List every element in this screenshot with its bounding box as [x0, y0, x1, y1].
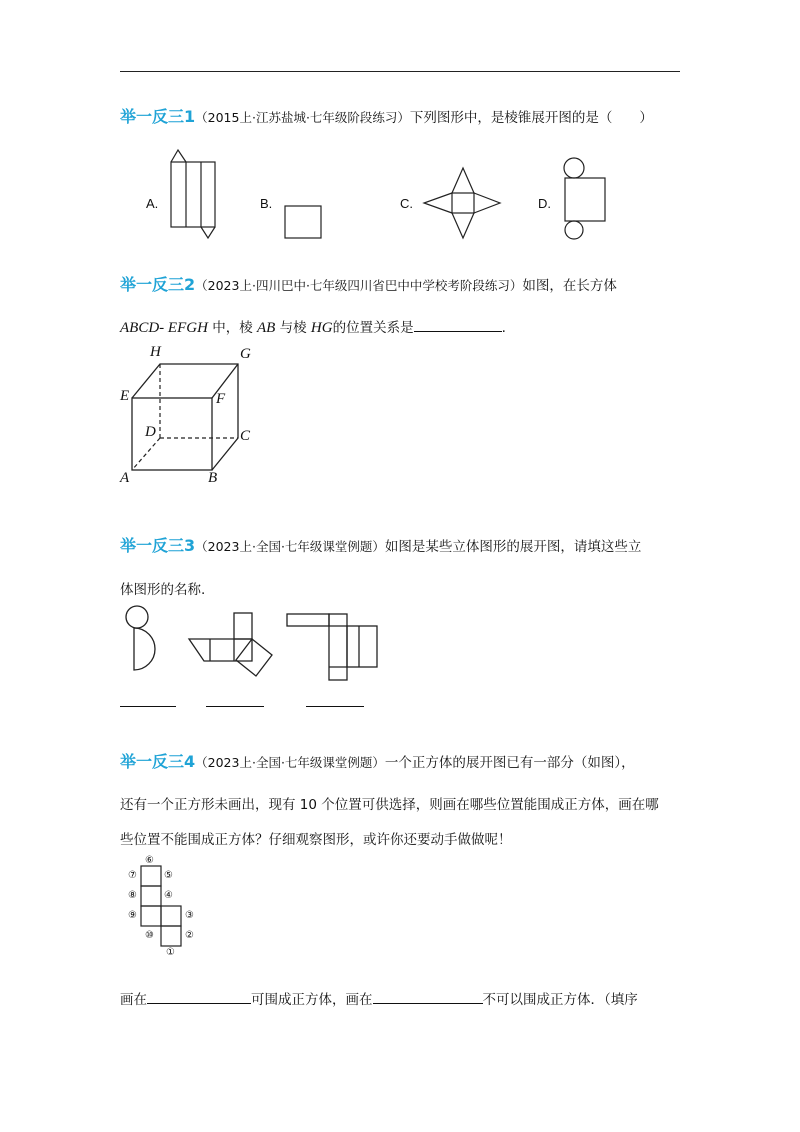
question-tag: 举一反三	[120, 275, 185, 294]
option-a-label: A.	[146, 196, 159, 211]
question-tag: 举一反三	[120, 536, 185, 555]
question-4-line2: 还有一个正方形未画出，现有 10 个位置可供选择，则画在哪些位置能围成正方体，画在哪	[120, 797, 659, 813]
question-source: （2023上·全国·七年级课堂例题）	[195, 539, 385, 554]
text-fragment: 中，棱	[207, 320, 257, 336]
question-source: （2023上·四川巴中·七年级四川省巴中中学校考阶段练习）	[195, 278, 523, 293]
text-fragment: 与棱	[275, 320, 311, 336]
question-source: （2015上·江苏盐城·七年级阶段练习）	[195, 110, 410, 125]
question-tag: 举一反三	[120, 107, 185, 126]
cuboid-name: ABCD- EFGH	[120, 320, 208, 336]
vertex-e-label: E	[120, 388, 130, 404]
position-1-label: ①	[166, 947, 175, 958]
vertex-c-label: C	[240, 428, 251, 444]
answer-blank-cannot[interactable]	[373, 989, 483, 1004]
vertex-f-label: F	[216, 391, 226, 407]
question-number: 3	[184, 536, 196, 555]
question-text: 下列图形中，是棱锥展开图的是（ ）	[409, 110, 653, 126]
option-d-label: D.	[538, 196, 551, 211]
text-fragment: 可围成正方体，画在	[251, 992, 373, 1008]
edge-hg: HG	[310, 320, 333, 336]
question-text: 一个正方体的展开图已有一部分（如图），	[384, 755, 635, 771]
answer-blank-can[interactable]	[147, 989, 251, 1004]
vertex-g-label: G	[240, 346, 251, 362]
question-4-line3: 些位置不能围成正方体？仔细观察图形，或许你还要动手做做呢！	[120, 832, 512, 848]
text-fragment: 画在	[120, 992, 147, 1008]
question-tag: 举一反三	[120, 752, 185, 771]
text-fragment: 的位置关系是	[332, 320, 414, 336]
position-10-label: ⑩	[145, 930, 154, 941]
position-7-label: ⑦	[128, 870, 137, 881]
vertex-a-label: A	[120, 470, 130, 486]
position-6-label: ⑥	[145, 855, 154, 866]
option-b-label: B.	[260, 196, 273, 211]
text-fragment: 不可以围成正方体．（填序	[482, 992, 638, 1008]
position-9-label: ⑨	[128, 910, 137, 921]
option-c-label: C.	[400, 196, 413, 211]
position-3-label: ③	[185, 910, 194, 921]
position-5-label: ⑤	[164, 870, 173, 881]
text-fragment: .	[501, 320, 506, 336]
question-source: （2023上·全国·七年级课堂例题）	[195, 755, 385, 770]
position-2-label: ②	[185, 930, 194, 941]
question-text: 如图是某些立体图形的展开图，请填这些立	[384, 539, 642, 555]
vertex-b-label: B	[208, 470, 218, 486]
edge-ab: AB	[257, 320, 276, 336]
question-number: 1	[184, 107, 196, 126]
question-number: 4	[184, 752, 196, 771]
question-4-answer-line	[120, 988, 638, 1008]
position-4-label: ④	[164, 890, 173, 901]
vertex-h-label: H	[150, 344, 161, 360]
question-text: 如图，在长方体	[522, 278, 617, 294]
question-number: 2	[184, 275, 196, 294]
question-3-line2: 体图形的名称.	[120, 582, 206, 598]
vertex-d-label: D	[145, 424, 156, 440]
position-8-label: ⑧	[128, 890, 137, 901]
